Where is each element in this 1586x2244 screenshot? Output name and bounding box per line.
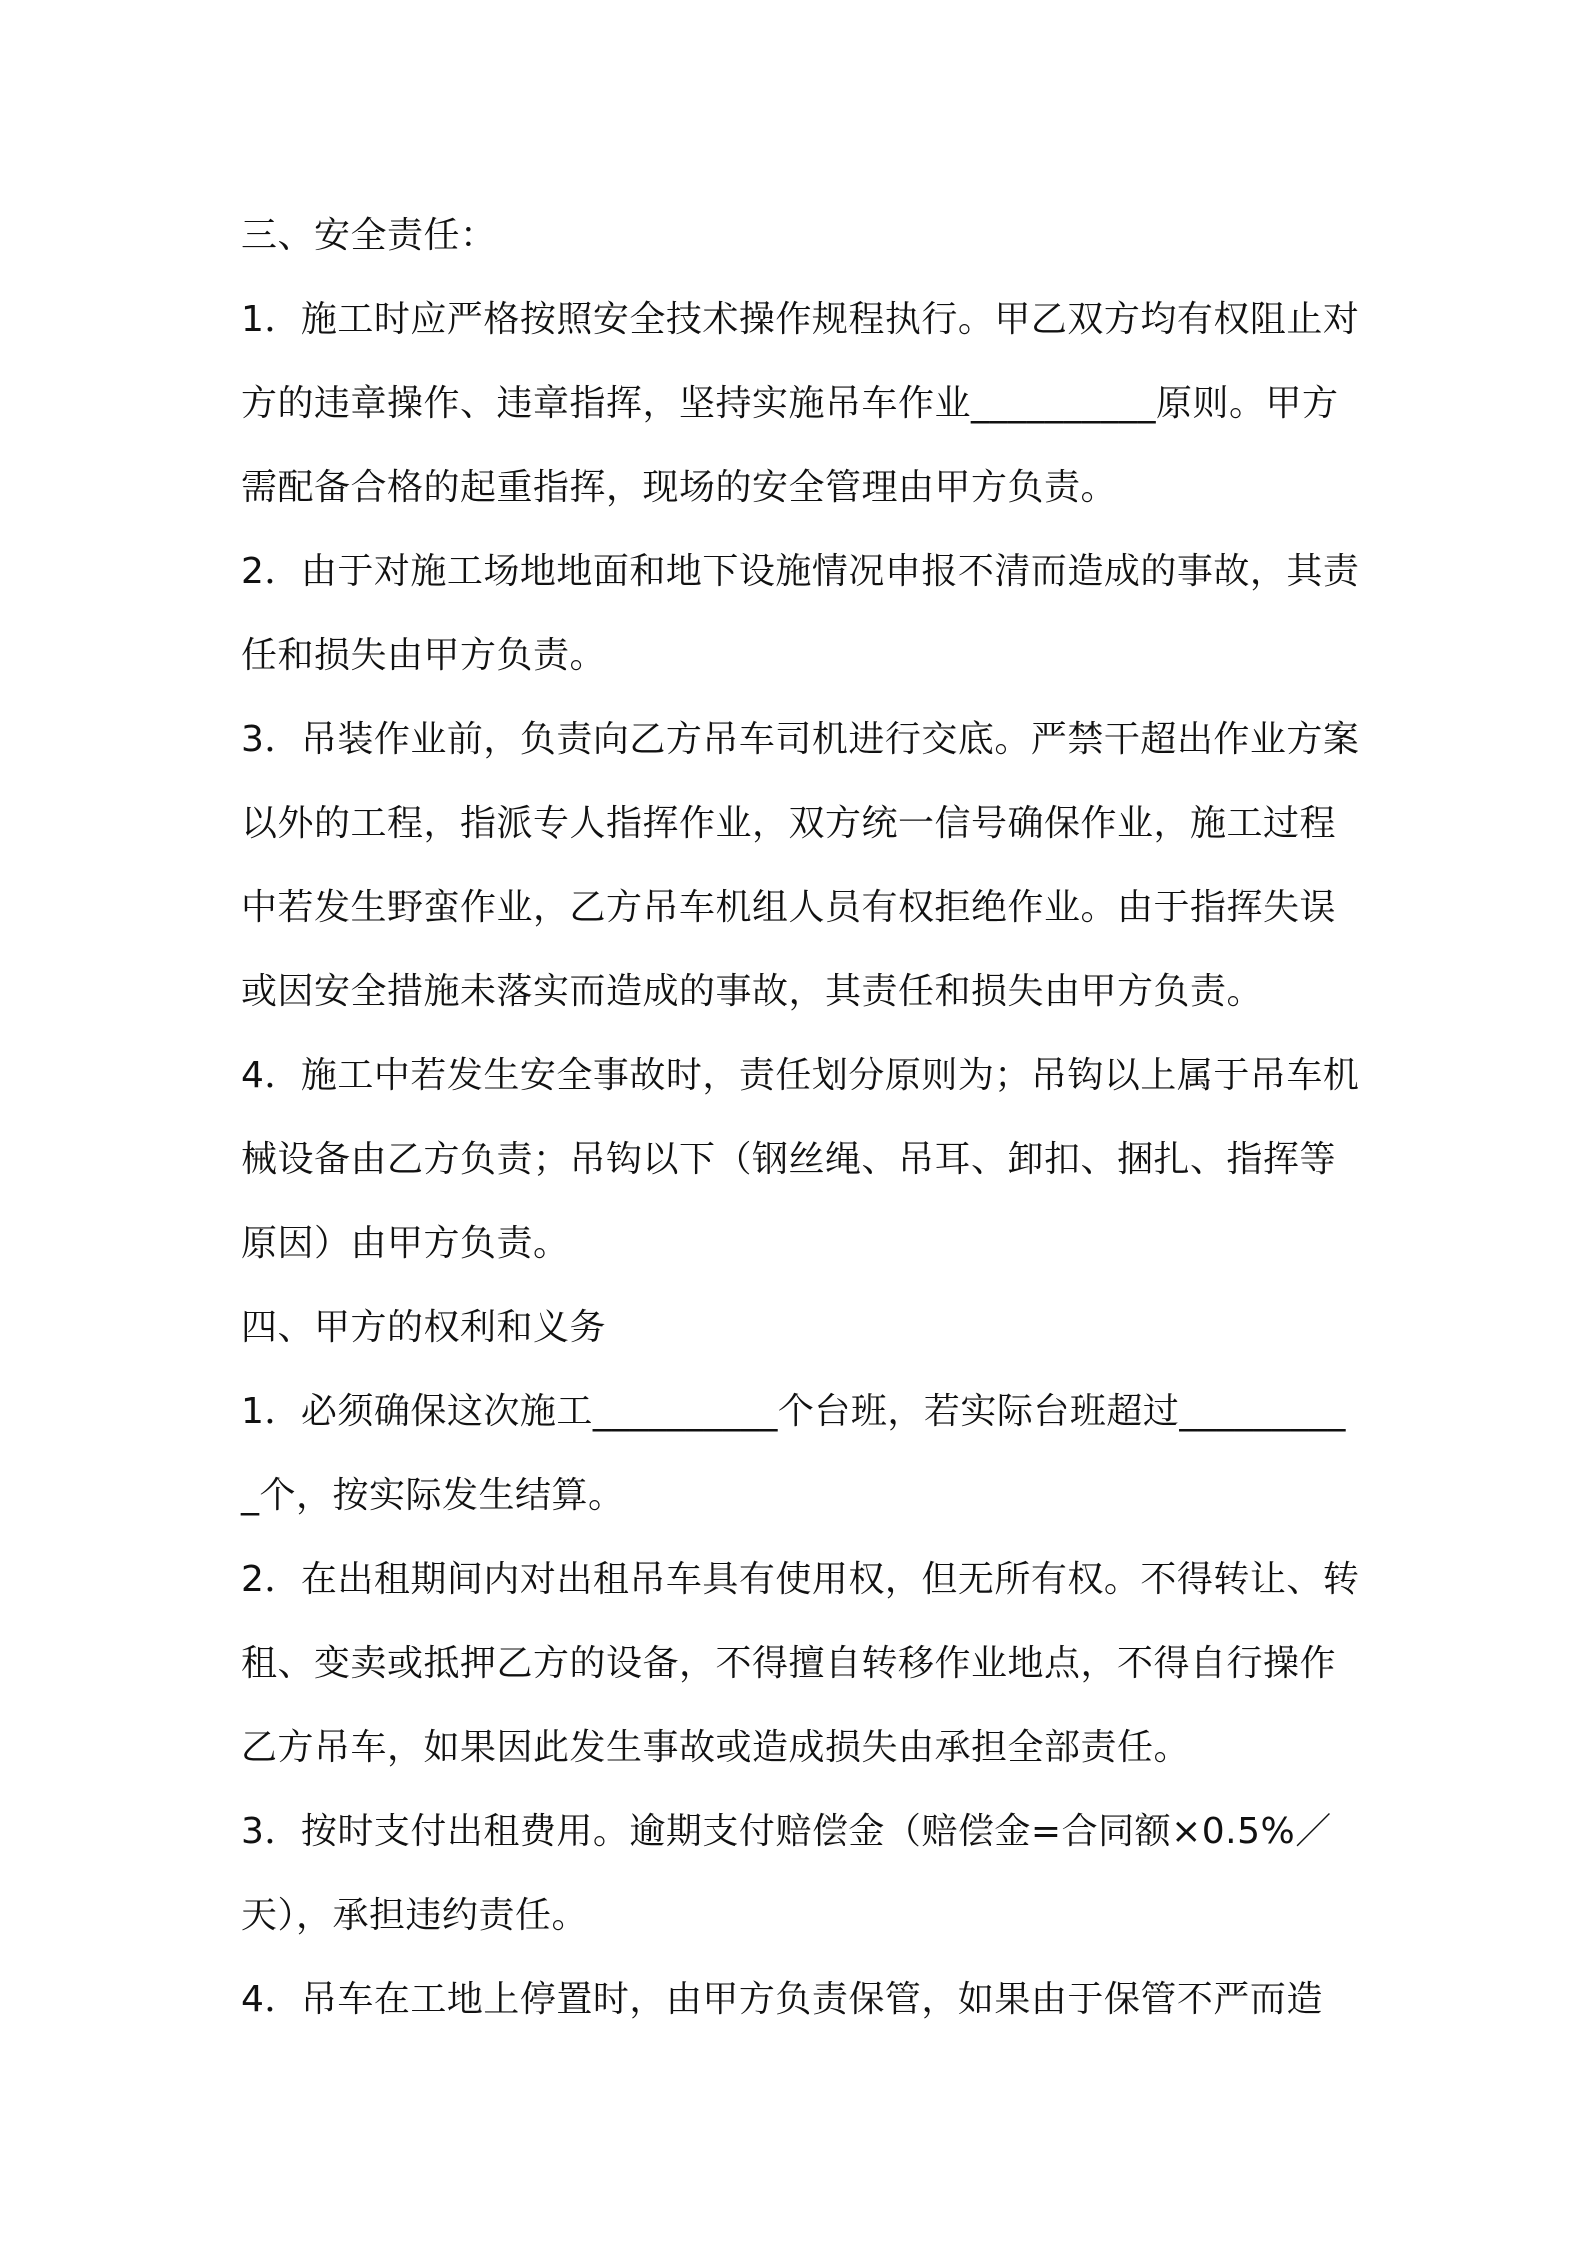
party-a-clause-4: 4．吊车在工地上停置时，由甲方负责保管，如果由于保管不严而造 <box>241 1979 1323 2020</box>
safety-clause-2: 2．由于对施工场地地面和地下设施情况申报不清而造成的事故，其责任和损失由甲方负责。 <box>241 551 1360 676</box>
section-heading-party-a: 四、甲方的权利和义务 <box>241 1307 607 1348</box>
safety-clause-3: 3．吊装作业前，负责向乙方吊车司机进行交底。严禁干超出作业方案以外的工程，指派专人指挥作业，双方统一信号确保作业，施工过程中若发生野蛮作业，乙方吊车机组人员有权拒绝作业。由于指挥失误或因安全措施未落实而造成的事故，其责任和损失由甲方负责。 <box>241 719 1360 1012</box>
safety-clause-4: 4．施工中若发生安全事故时，责任划分原则为；吊钩以上属于吊车机械设备由乙方负责；吊钩以下（钢丝绳、吊耳、卸扣、捆扎、指挥等原因）由甲方负责。 <box>241 1055 1360 1264</box>
safety-clause-1: 1．施工时应严格按照安全技术操作规程执行。甲乙双方均有权阻止对方的违章操作、违章指挥，坚持实施吊车作业__________原则。甲方需配备合格的起重指挥，现场的安全管理由甲方负责。 <box>241 299 1360 508</box>
party-a-clause-2: 2．在出租期间内对出租吊车具有使用权，但无所有权。不得转让、转租、变卖或抵押乙方的设备，不得擅自转移作业地点，不得自行操作乙方吊车，如果因此发生事故或造成损失由承担全部责任。 <box>241 1559 1360 1768</box>
document-body <box>241 194 1361 2042</box>
section-heading-safety: 三、安全责任： <box>241 215 497 256</box>
party-a-clause-3: 3．按时支付出租费用。逾期支付赔偿金（赔偿金=合同额×0.5%／天），承担违约责任。 <box>241 1811 1332 1936</box>
party-a-clause-1: 1．必须确保这次施工__________个台班，若实际台班超过__________个，按实际发生结算。 <box>241 1391 1346 1516</box>
